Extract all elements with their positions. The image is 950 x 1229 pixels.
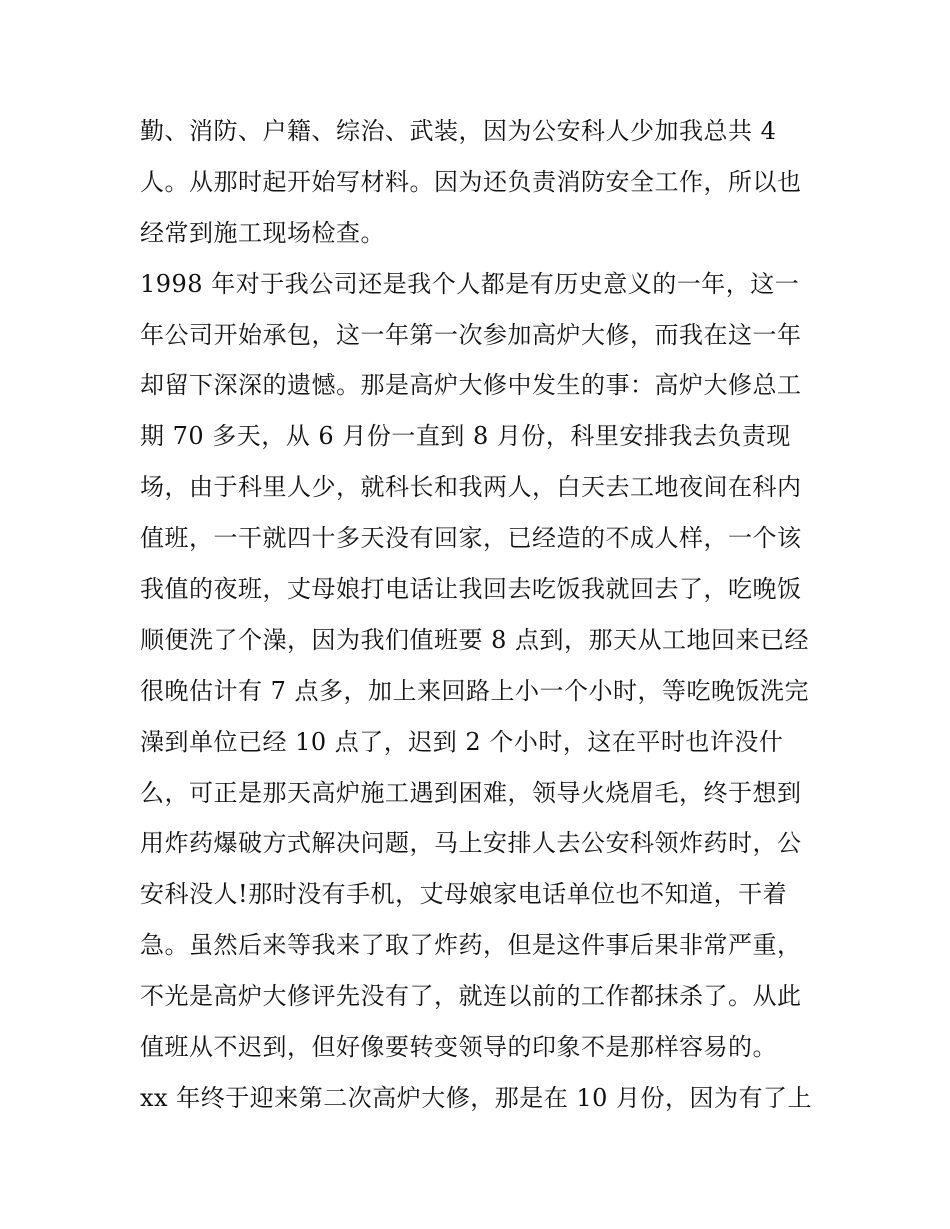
text-line: 人。从那时起开始写材料。因为还负责消防安全工作，所以也 bbox=[140, 167, 802, 196]
text-line: 顺便洗了个澡，因为我们值班要 8 点到，那天从工地回来已经 bbox=[140, 625, 810, 654]
text-line: 1998 年对于我公司还是我个人都是有历史意义的一年，这一 bbox=[140, 269, 800, 298]
text-line: 很晚估计有 7 点多，加上来回路上小一个小时，等吃晚饭洗完 bbox=[140, 676, 810, 705]
text-line: 勤、消防、户籍、综治、武装，因为公安科人少加我总共 4 bbox=[140, 117, 777, 145]
text-line: 么，可正是那天高炉施工遇到困难，领导火烧眉毛，终于想到 bbox=[140, 778, 802, 807]
text-line: 安科没人!那时没有手机，丈母娘家电话单位也不知道，干着 bbox=[140, 880, 788, 909]
body-text bbox=[140, 112, 820, 1130]
text-line: 急。虽然后来等我来了取了炸药，但是这件事后果非常严重， bbox=[140, 931, 802, 960]
text-line: 用炸药爆破方式解决问题，马上安排人去公安科领炸药时，公 bbox=[140, 829, 802, 858]
text-line: 值班从不迟到，但好像要转变领导的印象不是那样容易的。 bbox=[140, 1033, 777, 1062]
text-line: 不光是高炉大修评先没有了，就连以前的工作都抹杀了。从此 bbox=[140, 982, 802, 1011]
text-line: 值班，一干就四十多天没有回家，已经造的不成人样，一个该 bbox=[140, 524, 802, 553]
text-line: 却留下深深的遗憾。那是高炉大修中发生的事：高炉大修总工 bbox=[140, 371, 802, 400]
text-line: xx 年终于迎来第二次高炉大修，那是在 10 月份，因为有了上 bbox=[140, 1083, 812, 1112]
text-line: 场，由于科里人少，就科长和我两人，白天去工地夜间在科内 bbox=[140, 473, 802, 502]
text-line: 期 70 多天，从 6 月份一直到 8 月份，科里安排我去负责现 bbox=[140, 422, 791, 451]
text-line: 经常到施工现场检查。 bbox=[140, 218, 385, 247]
text-line: 澡到单位已经 10 点了，迟到 2 个小时，这在平时也许没什 bbox=[140, 727, 784, 756]
text-line: 我值的夜班，丈母娘打电话让我回去吃饭我就回去了，吃晚饭 bbox=[140, 575, 802, 604]
text-line: 年公司开始承包，这一年第一次参加高炉大修，而我在这一年 bbox=[140, 320, 802, 349]
